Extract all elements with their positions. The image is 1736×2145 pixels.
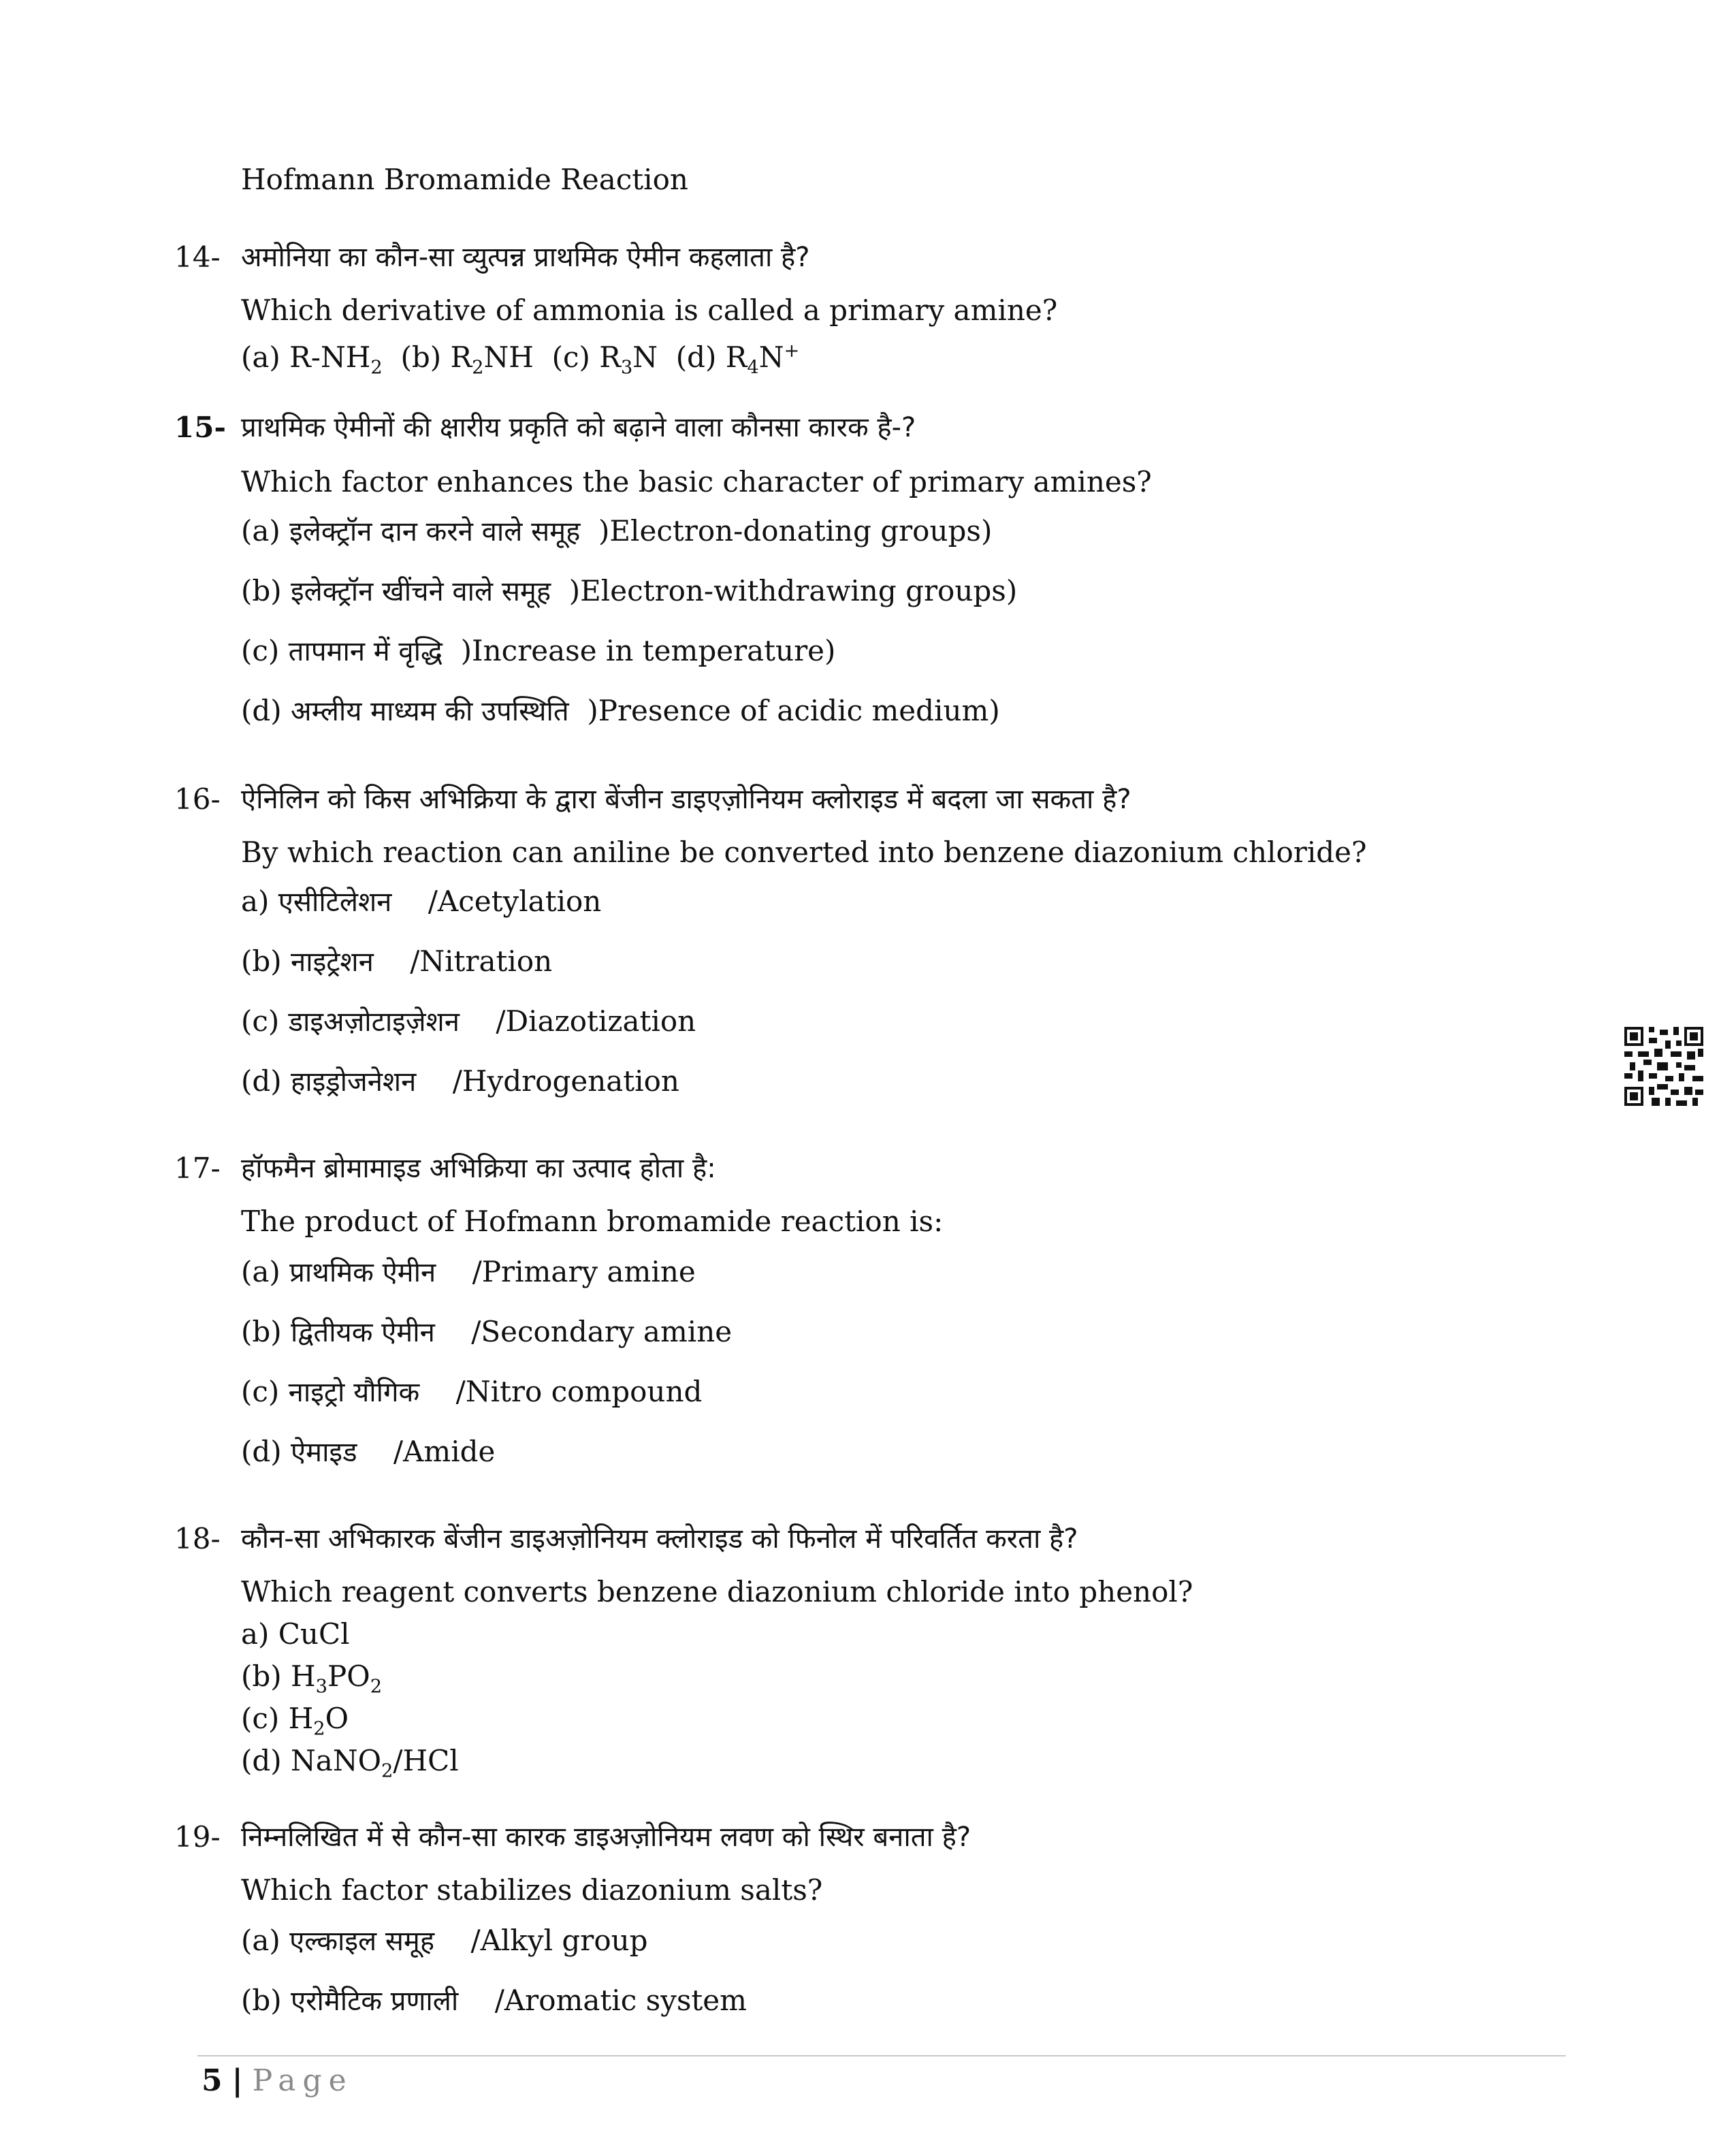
- question-hindi: प्राथमिक ऐमीनों की क्षारीय प्रकृति को बढ़ाने वाला कौनसा कारक है-?: [241, 412, 916, 443]
- option-row: (c) तापमान में वृद्धि )Increase in temperature): [241, 634, 836, 667]
- question-hindi: हॉफमैन ब्रोमामाइड अभिक्रिया का उत्पाद होता है:: [241, 1153, 716, 1184]
- question-hindi: निम्नलिखित में से कौन-सा कारक डाइअज़ोनियम लवण को स्थिर बनाता है?: [241, 1822, 971, 1853]
- qr-code-icon: [1624, 1027, 1703, 1106]
- question-number: 19-: [174, 1820, 221, 1854]
- question-hindi: ऐनिलिन को किस अभिक्रिया के द्वारा बेंजीन डाइएज़ोनियम क्लोराइड में बदला जा सकता है?: [241, 784, 1131, 815]
- option-row: (b) इलेक्ट्रॉन खींचने वाले समूह )Electron-withdrawing groups): [241, 574, 1018, 607]
- option-label: (b): [400, 340, 442, 374]
- question-english: By which reaction can aniline be converted into benzene diazonium chloride?: [241, 836, 1367, 869]
- question-english: Which derivative of ammonia is called a primary amine?: [241, 293, 1058, 327]
- option-row: (d) अम्लीय माध्यम की उपस्थिति )Presence of acidic medium): [241, 694, 1000, 727]
- option-row: (a) एल्काइल समूह /Alkyl group: [241, 1924, 648, 1957]
- option-row: (b) $H_3PO_2$: [241, 1659, 383, 1698]
- option-row: a) CuCl: [241, 1617, 350, 1651]
- question-number: 17-: [174, 1151, 221, 1185]
- option-row: (b) नाइट्रेशन /Nitration: [241, 944, 553, 978]
- option-row: (c) नाइट्रो यौगिक /Nitro compound: [241, 1375, 703, 1408]
- question-hindi: कौन-सा अभिकारक बेंजीन डाइअज़ोनियम क्लोराइड को फिनोल में परिवर्तित करता है?: [241, 1523, 1078, 1555]
- page-footer: [202, 2062, 353, 2100]
- option-row: (b) द्वितीयक ऐमीन /Secondary amine: [241, 1315, 733, 1348]
- footer-separator: |: [231, 2063, 243, 2098]
- footer-divider: [197, 2055, 1566, 2056]
- option-a: $R-NH_2$: [289, 340, 383, 379]
- option-row: a) एसीटिलेशन /Acetylation: [241, 885, 602, 918]
- option-row: (d) हाइड्रोजनेशन /Hydrogenation: [241, 1064, 679, 1098]
- option-row: (d) NaNO$_2$/HCl: [241, 1744, 459, 1782]
- question-english: The product of Hofmann bromamide reaction is:: [241, 1205, 944, 1238]
- question-english: Which factor stabilizes diazonium salts?: [241, 1873, 823, 1907]
- option-row: (d) ऐमाइड /Amide: [241, 1435, 496, 1468]
- option-d: $R_4N^+$: [725, 340, 800, 379]
- question-english: Which factor enhances the basic character of primary amines?: [241, 465, 1152, 498]
- question-english: Which reagent converts benzene diazonium chloride into phenol?: [241, 1575, 1193, 1608]
- option-row: (b) एरोमैटिक प्रणाली /Aromatic system: [241, 1984, 747, 2017]
- q14-options-row: [241, 332, 799, 387]
- continuation-line: Hofmann Bromamide Reaction: [241, 163, 688, 196]
- option-c: $R_3N$: [599, 340, 658, 379]
- option-label: (c): [551, 340, 590, 374]
- option-b: $R_2NH$: [450, 340, 534, 379]
- question-number: 18-: [174, 1522, 221, 1555]
- question-number: 16-: [174, 782, 221, 816]
- page-label: Page: [252, 2063, 353, 2098]
- option-label: (a): [241, 340, 280, 374]
- question-number: 15-: [174, 411, 226, 444]
- question-number: 14-: [174, 240, 221, 274]
- option-row: (a) प्राथमिक ऐमीन /Primary amine: [241, 1255, 696, 1288]
- option-row: (c) डाइअज़ोटाइज़ेशन /Diazotization: [241, 1004, 696, 1038]
- option-row: (a) इलेक्ट्रॉन दान करने वाले समूह )Electron-donating groups): [241, 514, 993, 547]
- page-number: 5: [202, 2063, 223, 2098]
- question-hindi: अमोनिया का कौन-सा व्युत्पन्न प्राथमिक ऐमीन कहलाता है?: [241, 242, 810, 273]
- option-label: (d): [675, 340, 717, 374]
- option-row: (c) $H_2O$: [241, 1702, 349, 1740]
